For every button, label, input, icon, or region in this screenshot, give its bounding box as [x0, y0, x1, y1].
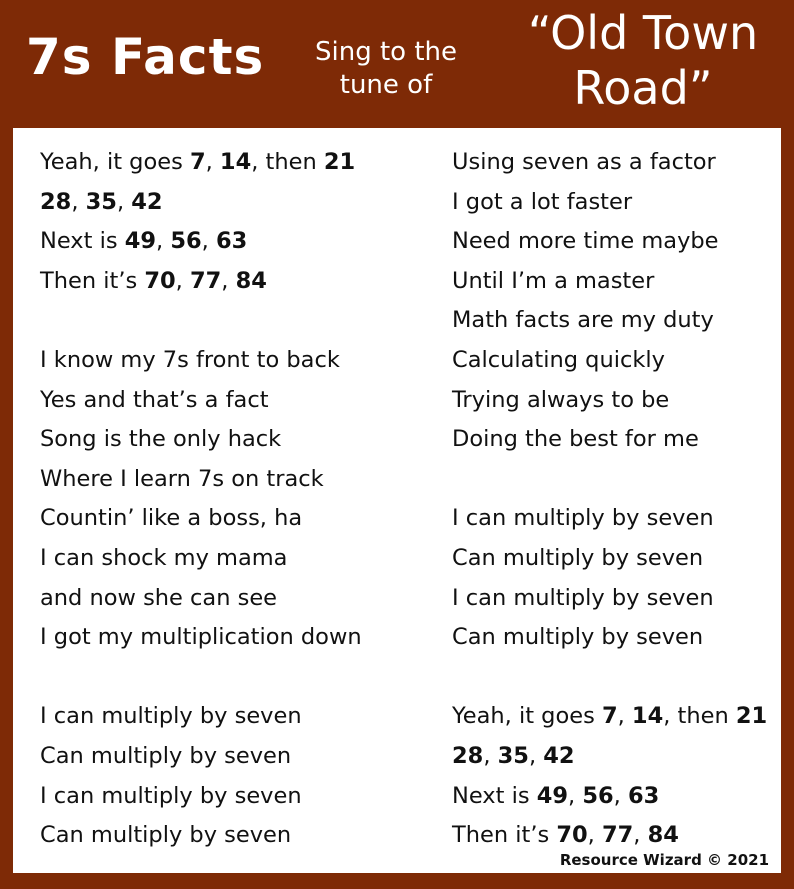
lyric-text: Next is	[452, 782, 537, 809]
lyrics-panel	[13, 128, 781, 873]
lyric-text: ,	[201, 228, 216, 255]
right-column	[452, 143, 767, 856]
lyric-text: Yeah, it goes	[452, 703, 602, 730]
lyric-text: ,	[156, 228, 171, 255]
lyric-text: ,	[175, 267, 190, 294]
multiple-number: 84	[235, 267, 267, 294]
multiple-number: 35	[85, 188, 117, 215]
page-title: 7s Facts	[26, 28, 265, 86]
lyric-line: Can multiply by seven	[452, 544, 704, 571]
lyric-line: Song is the only hack	[40, 426, 282, 453]
lyric-text: ,	[568, 782, 583, 809]
lyric-line: Calculating quickly	[452, 346, 665, 373]
subtitle-line: tune of	[339, 70, 433, 100]
lyric-text: ,	[221, 267, 236, 294]
lyric-line: Countin’ like a boss, ha	[40, 505, 303, 532]
lyric-text: ,	[205, 149, 220, 175]
multiple-number: 21	[323, 149, 356, 175]
lyric-text: Then it’s	[452, 822, 557, 849]
multiple-number: 7	[189, 149, 206, 175]
multiple-number: 28	[40, 188, 72, 215]
verse-3	[452, 143, 767, 460]
song-title-line: “Old Town	[527, 6, 759, 60]
stanza-gap	[452, 460, 767, 500]
lyric-line: Can multiply by seven	[40, 742, 292, 769]
multiple-number: 56	[170, 228, 202, 255]
lyric-text: , then	[663, 703, 736, 730]
lyric-line	[452, 777, 767, 817]
lyric-line	[452, 816, 767, 856]
lyric-line: Doing the best for me	[452, 426, 699, 453]
multiple-number: 14	[631, 703, 664, 730]
stanza-gap	[40, 301, 362, 341]
lyric-text: , then	[251, 149, 324, 175]
lyric-line: Can multiply by seven	[40, 822, 292, 849]
lyric-text: ,	[587, 822, 602, 849]
lyric-line: I got a lot faster	[452, 188, 633, 215]
lyric-line: Until I’m a master	[452, 267, 655, 294]
lyric-text: Next is	[40, 228, 125, 255]
lyric-line	[40, 222, 362, 262]
stanza-gap	[452, 658, 767, 698]
lyric-line: I can shock my mama	[40, 544, 288, 571]
left-column	[40, 143, 362, 856]
lyric-line	[452, 737, 767, 777]
multiple-number: 49	[124, 228, 157, 255]
verse-4	[452, 697, 767, 855]
multiple-number: 14	[219, 149, 252, 175]
multiple-number: 21	[735, 703, 768, 730]
multiple-number: 63	[627, 782, 660, 809]
multiple-number: 77	[601, 822, 634, 849]
lyric-text: Then it’s	[40, 267, 145, 294]
tune-subtitle	[298, 36, 474, 102]
lyric-line: Where I learn 7s on track	[40, 465, 324, 492]
multiple-number: 49	[536, 782, 569, 809]
lyric-line: I can multiply by seven	[40, 782, 302, 809]
chorus-left	[40, 697, 362, 855]
lyric-line: and now she can see	[40, 584, 278, 611]
lyric-line: I got my multiplication down	[40, 624, 362, 651]
multiple-number: 63	[215, 228, 248, 255]
lyric-text: ,	[633, 822, 648, 849]
multiple-number: 56	[582, 782, 614, 809]
lyric-line: I can multiply by seven	[40, 703, 302, 730]
lyric-text: ,	[116, 188, 132, 215]
stanza-gap	[40, 658, 362, 698]
multiple-number: 84	[647, 822, 679, 849]
lyric-line: I can multiply by seven	[452, 584, 714, 611]
lyric-line: Need more time maybe	[452, 228, 719, 255]
lyric-line	[40, 143, 362, 183]
lyric-line: Math facts are my duty	[452, 307, 714, 334]
multiple-number: 28	[452, 742, 484, 769]
multiple-number: 70	[556, 822, 588, 849]
lyric-line: Can multiply by seven	[452, 624, 704, 651]
lyric-line: I know my 7s front to back	[40, 346, 340, 373]
lyric-line	[40, 262, 362, 302]
lyric-line: I can multiply by seven	[452, 505, 714, 532]
lyric-text: ,	[71, 188, 86, 215]
lyric-text: ,	[617, 703, 632, 730]
multiple-number: 42	[543, 742, 575, 769]
lyric-text: ,	[483, 742, 498, 769]
lyric-line: Yes and that’s a fact	[40, 386, 269, 413]
copyright-credit: Resource Wizard © 2021	[559, 851, 769, 869]
lyric-line	[40, 183, 362, 223]
lyric-text: Yeah, it goes	[40, 149, 190, 175]
song-title-line: Road”	[573, 61, 713, 115]
chorus-right	[452, 499, 767, 657]
song-title	[500, 6, 786, 116]
multiple-number: 70	[144, 267, 176, 294]
lyric-text: ,	[528, 742, 544, 769]
lyric-text: ,	[613, 782, 628, 809]
multiple-number: 77	[189, 267, 222, 294]
verse-2	[40, 341, 362, 658]
lyric-line: Trying always to be	[452, 386, 670, 413]
multiple-number: 7	[601, 703, 618, 730]
lyric-line	[452, 697, 767, 737]
subtitle-line: Sing to the	[314, 37, 457, 67]
multiple-number: 42	[131, 188, 163, 215]
lyric-line: Using seven as a factor	[452, 149, 716, 175]
verse-1	[40, 143, 362, 301]
multiple-number: 35	[497, 742, 529, 769]
header	[0, 0, 794, 128]
